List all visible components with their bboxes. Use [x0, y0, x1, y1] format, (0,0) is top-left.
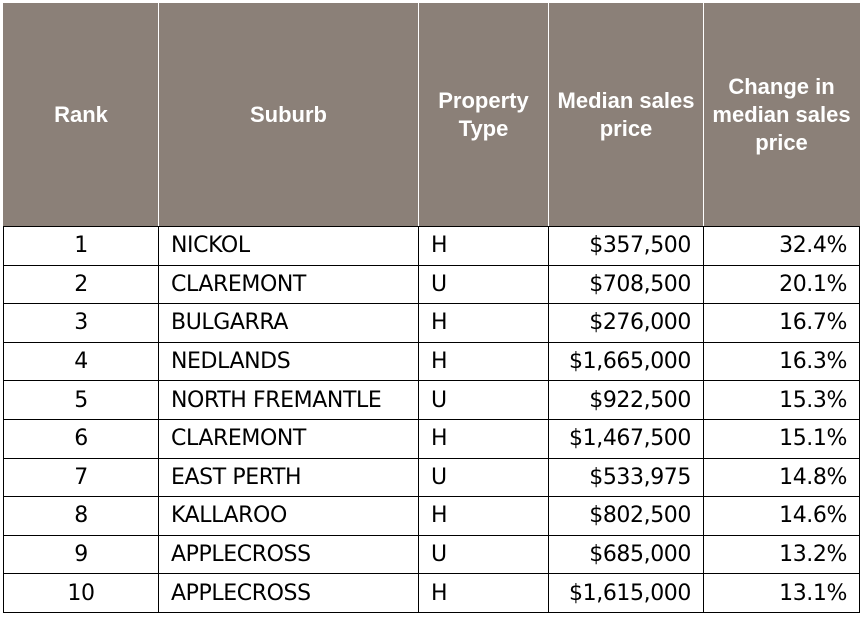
property-type-cell: H: [419, 227, 549, 266]
property-type-cell: H: [419, 574, 549, 613]
rank-cell: 5: [4, 381, 159, 420]
rank-cell: 7: [4, 458, 159, 497]
table-row: [4, 497, 860, 536]
rank-cell: 8: [4, 497, 159, 536]
change-percent-cell: 14.8%: [704, 458, 860, 497]
rank-cell: 10: [4, 574, 159, 613]
suburb-cell: BULGARRA: [159, 304, 419, 343]
table-row: [4, 458, 860, 497]
property-type-cell: H: [419, 419, 549, 458]
property-type-cell: U: [419, 381, 549, 420]
median-price-cell: $802,500: [549, 497, 704, 536]
property-type-cell: H: [419, 342, 549, 381]
change-percent-cell: 14.6%: [704, 497, 860, 536]
table-row: [4, 227, 860, 266]
table-row: [4, 304, 860, 343]
rank-cell: 3: [4, 304, 159, 343]
header-rank: Rank: [4, 4, 159, 227]
table-row: [4, 381, 860, 420]
header-change-in-median-price: Change in median sales price: [704, 4, 860, 227]
median-price-cell: $276,000: [549, 304, 704, 343]
change-percent-cell: 20.1%: [704, 265, 860, 304]
table-row: [4, 342, 860, 381]
rank-cell: 6: [4, 419, 159, 458]
suburb-cell: NORTH FREMANTLE: [159, 381, 419, 420]
suburb-cell: CLAREMONT: [159, 265, 419, 304]
header-property-type: Property Type: [419, 4, 549, 227]
property-type-cell: U: [419, 265, 549, 304]
header-row: [4, 4, 860, 227]
header-suburb: Suburb: [159, 4, 419, 227]
suburb-cell: APPLECROSS: [159, 574, 419, 613]
change-percent-cell: 15.1%: [704, 419, 860, 458]
header-median-sales-price: Median sales price: [549, 4, 704, 227]
change-percent-cell: 15.3%: [704, 381, 860, 420]
suburb-cell: KALLAROO: [159, 497, 419, 536]
table-row: [4, 265, 860, 304]
median-price-cell: $1,467,500: [549, 419, 704, 458]
suburb-cell: CLAREMONT: [159, 419, 419, 458]
median-price-cell: $922,500: [549, 381, 704, 420]
median-price-cell: $533,975: [549, 458, 704, 497]
rank-cell: 9: [4, 535, 159, 574]
median-price-cell: $357,500: [549, 227, 704, 266]
rank-cell: 2: [4, 265, 159, 304]
change-percent-cell: 13.2%: [704, 535, 860, 574]
suburb-cell: NICKOL: [159, 227, 419, 266]
property-type-cell: H: [419, 497, 549, 536]
table-row: [4, 535, 860, 574]
change-percent-cell: 16.3%: [704, 342, 860, 381]
change-percent-cell: 13.1%: [704, 574, 860, 613]
property-type-cell: U: [419, 458, 549, 497]
median-price-cell: $1,615,000: [549, 574, 704, 613]
table-row: [4, 419, 860, 458]
change-percent-cell: 32.4%: [704, 227, 860, 266]
suburb-cell: EAST PERTH: [159, 458, 419, 497]
median-price-cell: $685,000: [549, 535, 704, 574]
table-header: [4, 4, 860, 227]
table-body: [4, 227, 860, 613]
rank-cell: 1: [4, 227, 159, 266]
change-percent-cell: 16.7%: [704, 304, 860, 343]
property-type-cell: H: [419, 304, 549, 343]
suburb-price-table: [3, 3, 860, 613]
median-price-cell: $708,500: [549, 265, 704, 304]
median-price-cell: $1,665,000: [549, 342, 704, 381]
table-row: [4, 574, 860, 613]
suburb-cell: NEDLANDS: [159, 342, 419, 381]
suburb-cell: APPLECROSS: [159, 535, 419, 574]
property-type-cell: U: [419, 535, 549, 574]
rank-cell: 4: [4, 342, 159, 381]
